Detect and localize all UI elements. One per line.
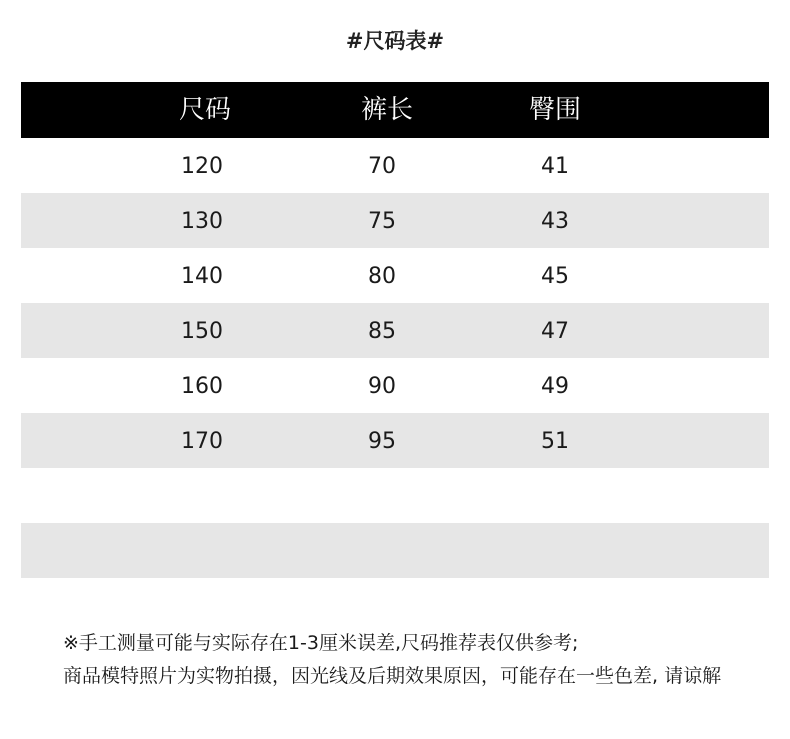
header-pants-length: 裤长: [361, 95, 414, 125]
cell-size: 160: [181, 374, 223, 399]
cell-size: 170: [181, 429, 223, 454]
cell-pants-length: 80: [368, 264, 396, 289]
measurement-note: ※手工测量可能与实际存在1-3厘米误差,尺码推荐表仅供参考;: [63, 632, 579, 654]
cell-pants-length: 75: [368, 209, 396, 234]
table-row: [21, 358, 769, 413]
cell-pants-length: 85: [368, 319, 396, 344]
table-row: [21, 138, 769, 193]
cell-hip: 49: [541, 374, 569, 399]
cell-size: 130: [181, 209, 223, 234]
cell-size: 150: [181, 319, 223, 344]
table-row: [21, 413, 769, 468]
page-title: #尺码表#: [345, 29, 445, 53]
table-row: [21, 248, 769, 303]
header-hip: 臀围: [529, 95, 582, 125]
size-chart-table: [21, 82, 769, 578]
table-row: [21, 193, 769, 248]
cell-hip: 45: [541, 264, 569, 289]
color-difference-note: 商品模特照片为实物拍摄，因光线及后期效果原因，可能存在一些色差, 请谅解: [63, 665, 722, 687]
cell-pants-length: 95: [368, 429, 396, 454]
table-row-empty: [21, 523, 769, 578]
cell-hip: 41: [541, 154, 569, 179]
table-header: [21, 82, 769, 138]
cell-pants-length: 70: [368, 154, 396, 179]
table-row: [21, 303, 769, 358]
cell-hip: 51: [541, 429, 569, 454]
cell-pants-length: 90: [368, 374, 396, 399]
cell-hip: 47: [541, 319, 569, 344]
cell-size: 120: [181, 154, 223, 179]
cell-size: 140: [181, 264, 223, 289]
header-size: 尺码: [179, 95, 232, 125]
table-row-empty: [21, 468, 769, 523]
cell-hip: 43: [541, 209, 569, 234]
